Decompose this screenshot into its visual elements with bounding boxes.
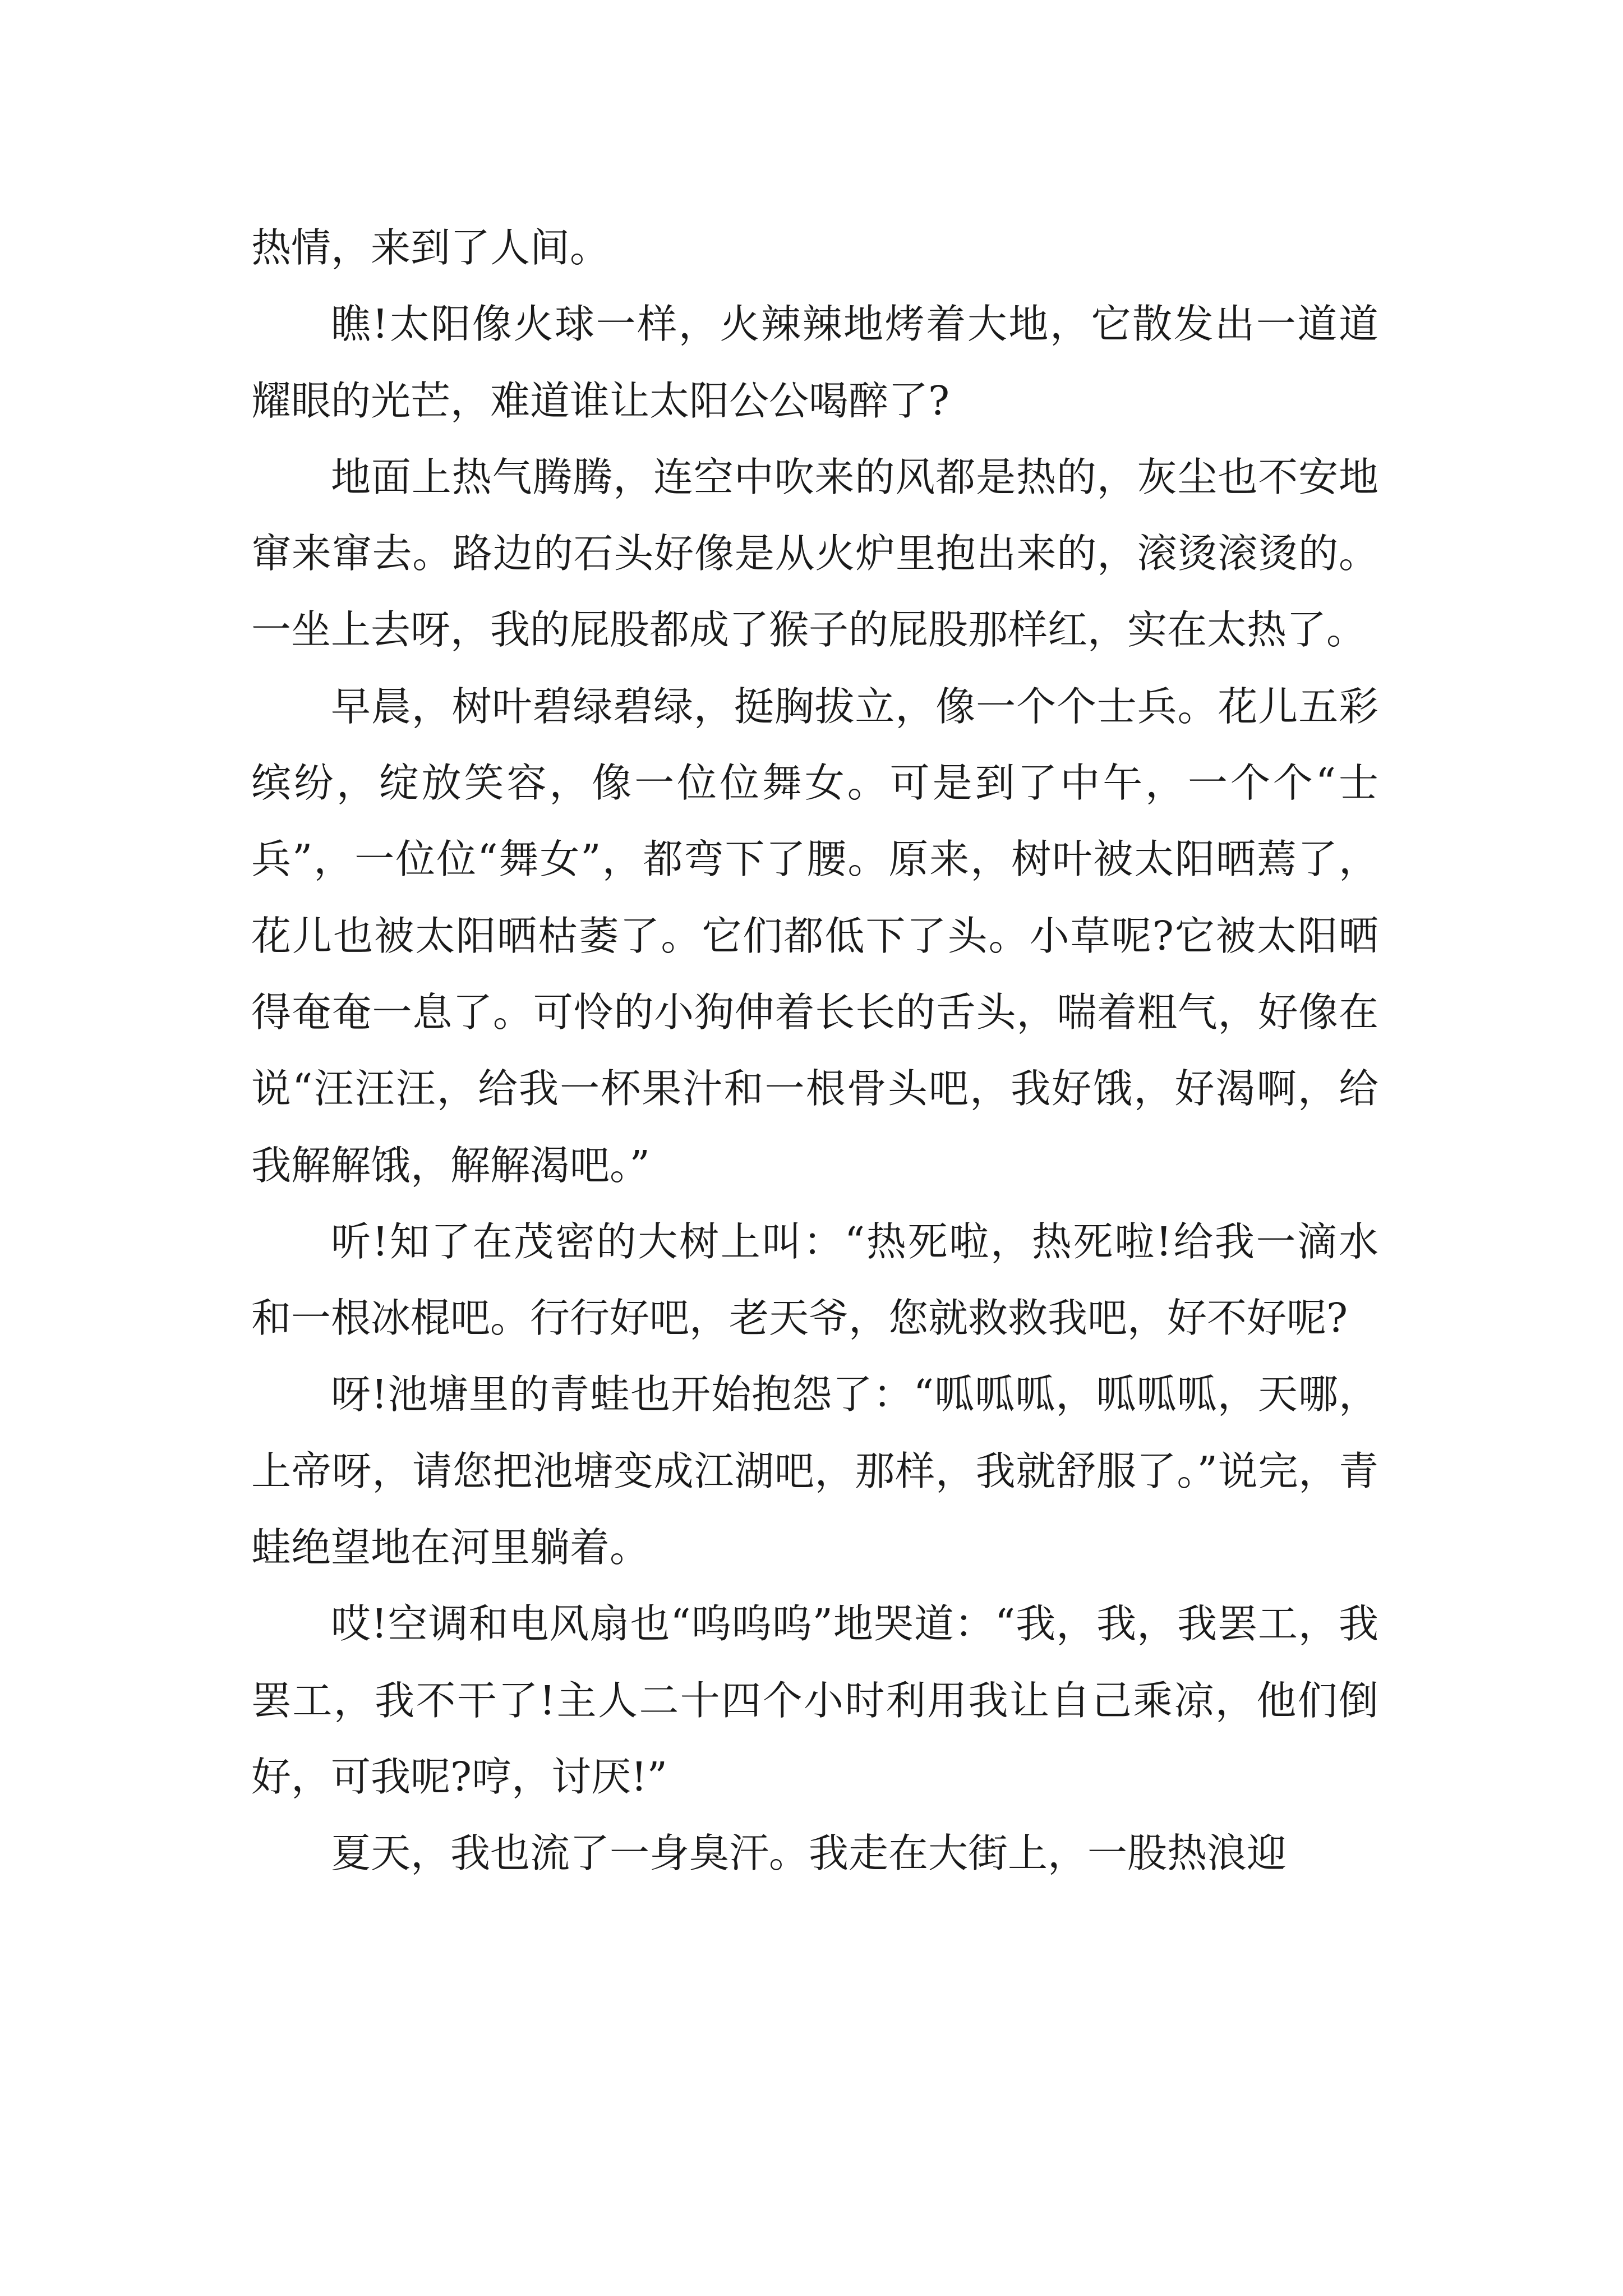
paragraph: 哎!空调和电风扇也“呜呜呜”地哭道：“我，我，我罢工，我罢工，我不干了!主人二十四个小时利用我让自己乘凉，他们倒好，可我呢?哼，讨厌!” [251, 1600, 1378, 1800]
paragraph: 瞧!太阳像火球一样，火辣辣地烤着大地，它散发出一道道耀眼的光芒，难道谁让太阳公公喝醉了? [251, 301, 1378, 424]
paragraph: 呀!池塘里的青蛙也开始抱怨了：“呱呱呱，呱呱呱，天哪，上帝呀，请您把池塘变成江湖吧，那样，我就舒服了。”说完，青蛙绝望地在河里躺着。 [251, 1371, 1378, 1571]
paragraph: 热情，来到了人间。 [251, 224, 610, 271]
paragraph: 听!知了在茂密的大树上叫：“热死啦，热死啦!给我一滴水和一根冰棍吧。行行好吧，老天爷，您就救救我吧，好不好呢? [251, 1218, 1378, 1342]
paragraph: 地面上热气腾腾，连空中吹来的风都是热的，灰尘也不安地窜来窜去。路边的石头好像是从火炉里抱出来的，滚烫滚烫的。一坐上去呀，我的屁股都成了猴子的屁股那样红，实在太热了。 [251, 453, 1378, 654]
document-page [251, 210, 1378, 1892]
paragraph: 夏天，我也流了一身臭汗。我走在大街上，一股热浪迎 [331, 1830, 1287, 1877]
paragraph: 早晨，树叶碧绿碧绿，挺胸拔立，像一个个士兵。花儿五彩缤纷，绽放笑容，像一位位舞女。可是到了中午，一个个“士兵”，一位位“舞女”，都弯下了腰。原来，树叶被太阳晒蔫了，花儿也被太阳晒枯萎了。它们都低下了头。小草呢?它被太阳晒得奄奄一息了。可怜的小狗伸着长长的舌头，喘着粗气，好像在说“汪汪汪，给我一杯果汁和一根骨头吧，我好饿，好渴啊，给我解解饿，解解渴吧。” [251, 683, 1378, 1189]
